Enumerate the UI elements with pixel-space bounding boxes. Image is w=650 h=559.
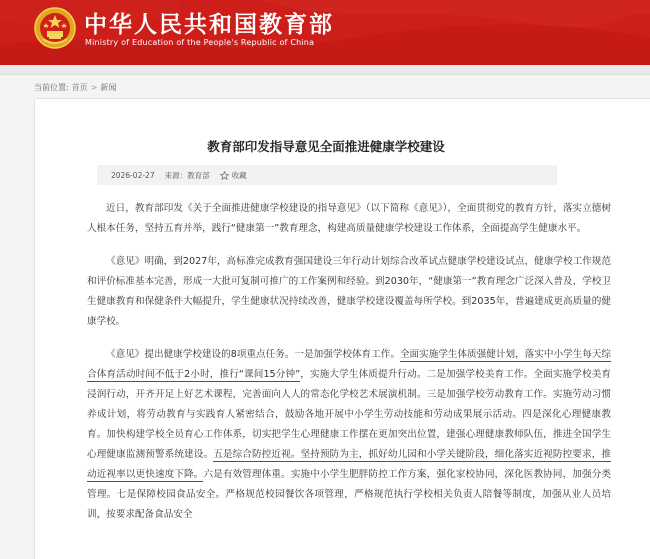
- article-paragraph-3: [87, 345, 611, 525]
- article-source: 来源：教育部: [164, 170, 210, 180]
- article-body: [87, 199, 611, 538]
- site-title[interactable]: 中华人民共和国教育部: [84, 12, 334, 38]
- star-icon: [220, 171, 229, 180]
- paragraph-text: 《意见》明确，到2027年，高标准完成教育强国建设三年行动计划综合改革试点健康学校建设试点，健康学校工作规范和评价标准基本完善，形成一大批可复制可推广的工作案例和经验。到2030年，“健康第一”教育理念广泛深入普及，学校卫生健康教育和保健条件大幅提升，学生健康状况持续改善，健康学校建设覆盖每所学校。到2035年，普遍建成更高质量的健康学校。: [87, 256, 611, 327]
- breadcrumb-news[interactable]: 新闻: [100, 83, 117, 92]
- paragraph-text: 《意见》提出健康学校建设的8项重点任务。一是加强学校体育工作。: [106, 349, 400, 360]
- underlined-text-fitness: 全面实施学生体质强健计划，落实中小学生每天综合体育活动时间不低于2小时，推行“课间15分钟”: [87, 349, 612, 380]
- favorite-label: 收藏: [231, 170, 247, 180]
- breadcrumb: [34, 82, 116, 93]
- site-header: [0, 0, 650, 65]
- article-paragraph-1: [87, 199, 611, 239]
- favorite-button[interactable]: [220, 170, 247, 181]
- breadcrumb-home[interactable]: 首页: [71, 83, 88, 92]
- nav-stripe: [0, 65, 650, 75]
- paragraph-text: 六是有效管理体重。实施中小学生肥胖防控工作方案，强化家校协同，深化医教协同，加强分类管理。七是保障校园食品安全。严格规范校园餐饮各项管理，严格规范执行学校相关负责人陪餐等制度，加强从业人员培训，按要求配备食品安全: [87, 469, 612, 520]
- breadcrumb-prefix: 当前位置:: [34, 83, 69, 92]
- breadcrumb-separator: >: [90, 83, 98, 92]
- article-paragraph-2: [87, 252, 611, 332]
- article-title: 教育部印发指导意见全面推进健康学校建设: [207, 139, 445, 154]
- article-date: 2026-02-27: [111, 170, 155, 180]
- underlined-text-myopia: 五是综合防控近视。坚持预防为主，抓好幼儿园和小学关键阶段，细化落实近视防控要求，推动近视率以更快速度下降。: [87, 449, 612, 480]
- site-subtitle: Ministry of Education of the People's Republic of China: [85, 38, 315, 47]
- national-emblem-icon[interactable]: [34, 7, 76, 49]
- paragraph-text: ，实施大学生体质提升行动。二是加强学校美育工作。全面实施学校美育浸润行动，开齐开足上好艺术课程，完善面向人人的常态化学校艺术展演机制。三是加强学校劳动教育工作。实施劳动习惯养成计划，将劳动教育与实践育人紧密结合，鼓励各地开展中小学生劳动技能和劳动成果展示活动。四是深化心理健康教育。加快构建学校全员育心工作体系，切实把学生心理健康工作摆在更加突出位置，建强心理健康教师队伍，推进全国学生心理健康监测预警系统建设。: [87, 369, 611, 460]
- article-panel: [34, 98, 650, 559]
- article-meta-bar: [97, 165, 557, 185]
- paragraph-text: 近日，教育部印发《关于全面推进健康学校建设的指导意见》（以下简称《意见》），全面贯彻党的教育方针，落实立德树人根本任务，坚持五育并举，践行“健康第一”教育理念，构建高质量健康学校建设工作体系，全面提高学生健康水平。: [87, 203, 611, 234]
